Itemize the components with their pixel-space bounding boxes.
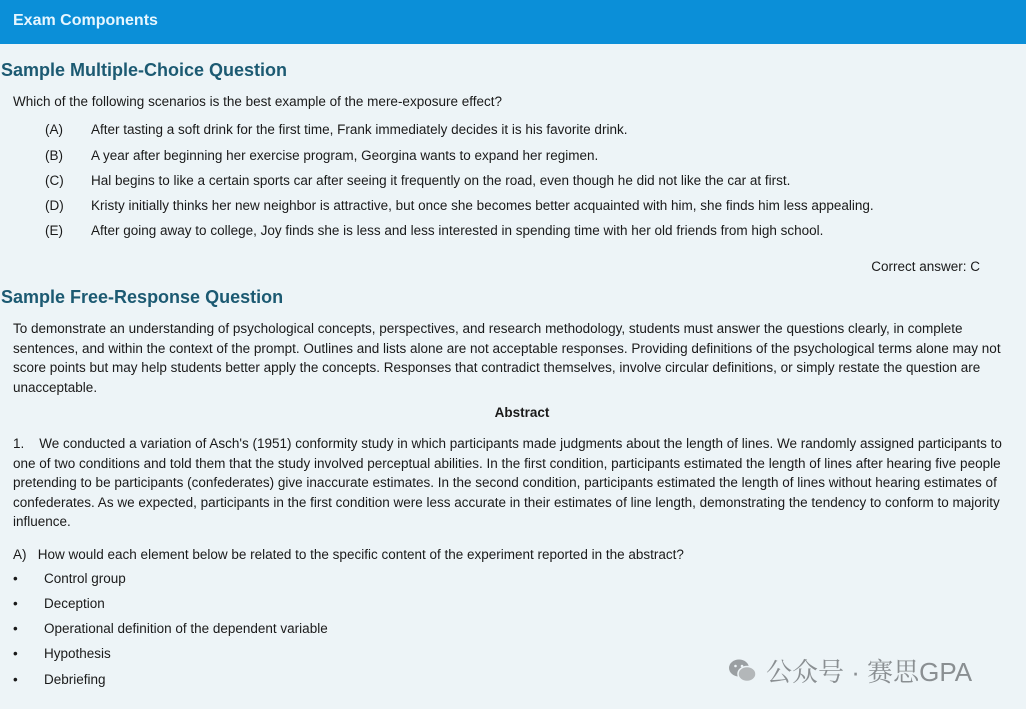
part-a-question: A) How would each element below be related to the specific content of the experiment reported in the abstract?: [13, 547, 684, 562]
header-bar: [0, 0, 1026, 44]
abstract-title: Abstract: [494, 405, 550, 420]
correct-answer: Correct answer: C: [871, 259, 980, 274]
bullet-item: • Deception: [13, 596, 105, 611]
bullet-item: • Operational definition of the dependent variable: [13, 621, 328, 636]
bullet-item: • Debriefing: [13, 672, 106, 687]
option-b: (B) A year after beginning her exercise program, Georgina wants to expand her regimen.: [45, 148, 599, 163]
option-a: (A) After tasting a soft drink for the first time, Frank immediately decides it is his favorite drink.: [45, 122, 628, 137]
watermark-text: 公众号 · 赛思GPA: [766, 657, 973, 687]
header-title: Exam Components: [13, 12, 158, 29]
wechat-icon: [728, 657, 758, 685]
watermark: [728, 652, 972, 689]
option-e: (E) After going away to college, Joy finds she is less and less interested in spending time with her old friends from high school.: [45, 223, 824, 238]
abstract-text: 1. We conducted a variation of Asch's (1951) conformity study in which participants made judgments about the length of lines. We randomly assigned participants to one of two conditions and told them that the study involved perceptual abilities. In the first condition, participants estimated the length of lines after hearing five people pretending to be participants (confederates) give inaccurate estimates. In the second condition, participants estimated the length of lines without hearing estimates of confederates. As we expected, participants in the first condition were less accurate in their estimates of line length, demonstrating the tendency to conform to majority influence.: [13, 436, 1006, 529]
bullet-item: • Control group: [13, 571, 126, 586]
frq-heading: Sample Free-Response Question: [1, 287, 284, 307]
frq-intro: To demonstrate an understanding of psychological concepts, perspectives, and research methodology, students must answer the questions clearly, in complete sentences, and within the context of the prompt. Outlines and lists alone are not acceptable responses. Providing definitions of the psychological terms alone may not score points but may help students better apply the concepts. Responses that contradict themselves, involve circular definitions, or simply restate the question are unacceptable.: [13, 321, 1001, 395]
bullet-item: • Hypothesis: [13, 646, 111, 661]
mcq-heading: Sample Multiple-Choice Question: [1, 60, 288, 80]
option-c: (C) Hal begins to like a certain sports car after seeing it frequently on the road, even though he did not like the car at first.: [45, 173, 791, 188]
option-d: (D) Kristy initially thinks her new neighbor is attractive, but once she becomes better acquainted with him, she finds him less appealing.: [45, 198, 874, 213]
mcq-question: Which of the following scenarios is the best example of the mere-exposure effect?: [13, 94, 503, 109]
